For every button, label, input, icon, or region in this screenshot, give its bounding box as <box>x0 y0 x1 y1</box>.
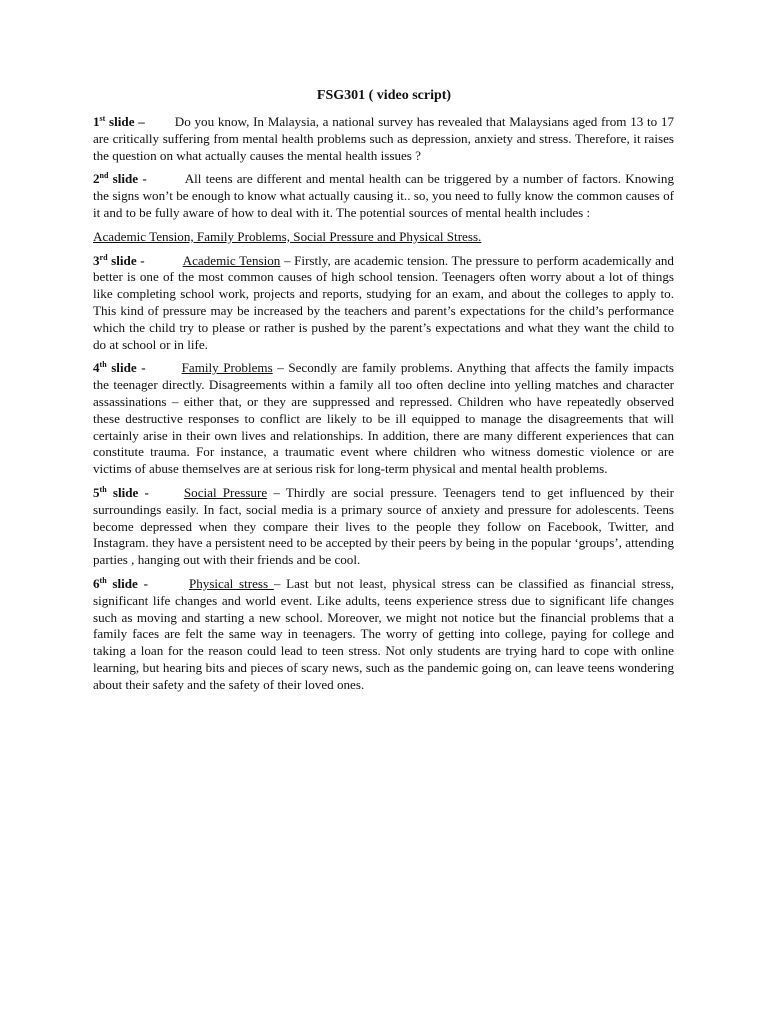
slide-4-label: 4th slide - <box>93 360 146 376</box>
sources-line: Academic Tension, Family Problems, Social Pressure and Physical Stress. <box>93 228 482 244</box>
slide-4-paragraph <box>93 360 674 478</box>
slide-3-paragraph <box>93 253 674 354</box>
slide-6-text: – Last but not least, physical stress can be classified as financial stress, significant life changes and world event. Like adults, teens experience stress due to significant life changes such as moving and starting a new school. Moreover, we might not notice but the financial problems that a family faces are felt the same way in teenagers. The worry of getting into college, paying for college and taking a loan for the reason could lead to teen stress. Not only students are trying hard to cope with online learning, but hearing bits and pieces of scary news, such as the pandemic going on, can leave teens wondering about their safety and the safety of their loved ones. <box>93 575 675 692</box>
slide-6-topic: Physical stress <box>188 575 274 591</box>
slide-3-topic: Academic Tension <box>182 252 281 268</box>
slide-5-paragraph <box>93 485 674 569</box>
slide-2-label: 2nd slide - <box>93 171 147 187</box>
slide-5-text: – Thirdly are social pressure. Teenagers tend to get influenced by their surroundings easily. In fact, social media is a primary source of anxiety and pressure for adolescents. Teens become depressed when they compare their lives to the people they follow on Facebook, Twitter, and Instagram. they have a persistent need to be accepted by their peers by being in the popular ‘groups’, attending parties , hanging out with their friends and be cool. <box>93 484 675 568</box>
slide-3-label: 3rd slide - <box>93 252 145 268</box>
slide-2-paragraph <box>93 171 674 221</box>
document-body <box>93 114 674 701</box>
slide-1-label: 1st slide – <box>93 114 145 129</box>
slide-4-topic: Family Problems <box>181 360 273 376</box>
slide-6-label: 6th slide - <box>93 575 148 591</box>
slide-1-paragraph <box>93 114 674 164</box>
slide-6-paragraph <box>93 576 674 694</box>
document-title: FSG301 ( video script) <box>316 88 452 103</box>
slide-5-label: 5th slide - <box>93 484 149 500</box>
slide-4-text: – Secondly are family problems. Anything that affects the family impacts the teenager directly. Disagreements within a family all too often decline into yelling matches and character assassinations – either that, or they are suppressed and repressed. Children who have repeatedly observed these destructive responses to conflict are likely to be ill equipped to manage the disagreements that will certainly arise in their own lives and relationships. In addition, there are many different experiences that can constitute trauma. For instance, a traumatic event where children who witness domestic violence or are victims of abuse themselves are at serious risk for long-term physical and mental health problems. <box>93 360 674 477</box>
slide-2-text: All teens are different and mental health can be triggered by a number of factors. Knowing the signs won’t be enough to know what actually causing it.. so, you need to fully know the common causes of it and to be fully aware of how to deal with it. The potential sources of mental health includes : <box>93 171 674 220</box>
slide-5-topic: Social Pressure <box>183 484 268 500</box>
slide-1-text: Do you know, In Malaysia, a national survey has revealed that Malaysians aged from 13 to 17 are critically suffering from mental health problems such as depression, anxiety and stress. Therefore, it raises the question on what actually causes the mental health issues ? <box>93 114 674 163</box>
slide-3-text: – Firstly, are academic tension. The pressure to perform academically and better is one of the most common causes of high school tension. Teenagers often worry about a lot of things like completing school work, projects and reports, studying for an exam, and about the colleges to apply to. This kind of pressure may be increased by the teachers and parent’s expectations for the child’s performance which the child try to please or rather is pushed by the parent’s expectations and what they want the child to do at school or in life. <box>93 252 674 352</box>
